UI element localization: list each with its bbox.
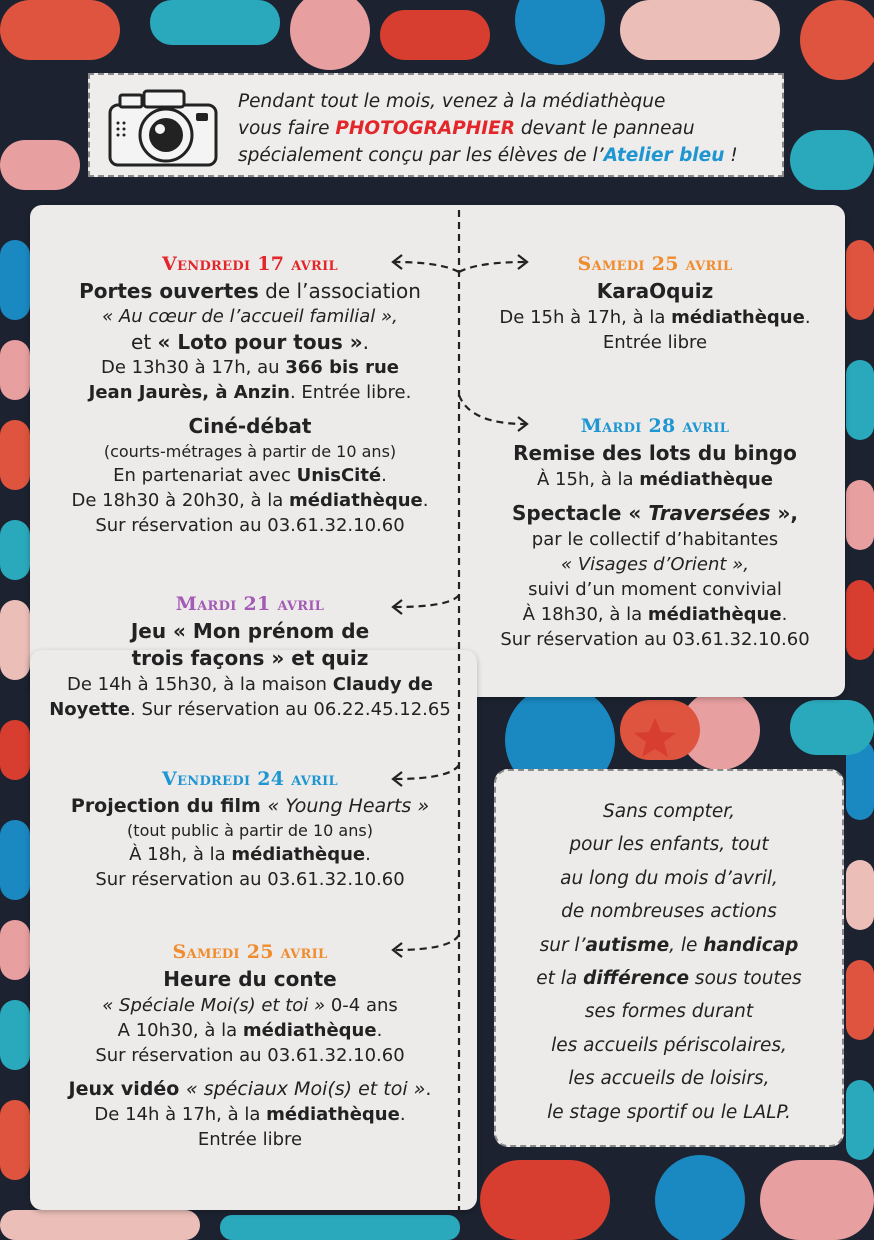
event-text: De 14h à 17h, à la — [94, 1104, 267, 1125]
banner-line-3-pre: spécialement conçu par les élèves de l’ — [238, 145, 604, 166]
event-text: suivi d’un moment convivial — [528, 579, 782, 600]
side-line: le stage sportif ou le LALP. — [547, 1101, 791, 1123]
event-reservation: . Sur réservation au 06.22.45.12.65 — [130, 699, 451, 720]
event-text: . — [365, 844, 371, 865]
event-date: Samedi 25 avril — [577, 253, 733, 275]
event-text: A 10h30, à la — [117, 1020, 243, 1041]
event-text: « Au cœur de l’accueil familial », — [102, 306, 398, 327]
event-text: (tout public à partir de 10 ans) — [127, 821, 373, 840]
event-text: . — [804, 307, 811, 328]
banner-line-2-pre: vous faire — [238, 118, 336, 139]
event-date: Vendredi 24 avril — [162, 768, 338, 790]
side-line: Sans compter, — [602, 801, 735, 822]
banner-line-1: Pendant tout le mois, venez à la médiathèque — [238, 91, 666, 112]
side-line: ses formes durant — [584, 1001, 754, 1023]
side-line: pour les enfants, tout — [569, 834, 769, 856]
event-text: Entrée libre — [197, 1129, 303, 1150]
children-actions-text — [496, 795, 842, 1129]
event-title: Spectacle « — [511, 501, 649, 525]
banner-highlight-atelier-bleu: Atelier bleu — [603, 145, 725, 166]
event-text: « Spéciale Moi(s) et toi » — [102, 995, 326, 1016]
event-text: À 15h, à la — [537, 469, 640, 490]
camera-icon — [104, 83, 222, 171]
side-line: les accueils de loisirs, — [568, 1068, 770, 1090]
event-reservation: Sur réservation au 03.61.32.10.60 — [95, 869, 405, 890]
event-text: À 18h30, à la — [522, 604, 648, 625]
event-text: . — [781, 604, 788, 625]
event-text: . — [381, 465, 387, 486]
event-samedi-25-right — [485, 250, 825, 355]
event-text: . — [376, 1020, 383, 1041]
event-film-title: « Young Hearts » — [267, 795, 430, 817]
event-text: . — [422, 490, 429, 511]
event-title: Portes ouvertes — [79, 279, 259, 303]
side-line: , le — [669, 934, 704, 956]
event-reservation: Sur réservation au 03.61.32.10.60 — [95, 1045, 405, 1066]
photo-banner — [88, 73, 784, 177]
event-text: De 13h30 à 17h, au — [100, 357, 286, 378]
event-text: . — [399, 1104, 406, 1125]
event-text: 0-4 ans — [325, 995, 398, 1016]
event-venue: médiathèque — [242, 1020, 377, 1041]
event-text: et — [131, 330, 158, 354]
event-vendredi-17 — [40, 250, 460, 538]
event-text: De 14h à 15h30, à la maison — [66, 674, 333, 695]
side-line: et la — [536, 968, 584, 990]
event-date: Vendredi 17 avril — [162, 253, 338, 275]
event-mardi-28 — [485, 412, 825, 652]
event-venue: médiathèque — [671, 307, 805, 328]
event-title: Remise des lots du bingo — [513, 441, 797, 465]
event-venue: médiathèque — [266, 1104, 400, 1125]
event-title: Heure du conte — [163, 967, 337, 991]
event-title: trois façons » et quiz — [131, 646, 369, 670]
event-reservation: Sur réservation au 03.61.32.10.60 — [500, 629, 810, 650]
side-keyword-difference: différence — [583, 968, 690, 990]
event-text: « Visages d’Orient », — [561, 554, 749, 575]
event-text: de l’association — [258, 279, 421, 303]
side-line: sous toutes — [689, 968, 802, 990]
event-title: », — [770, 501, 799, 525]
children-actions-box — [494, 769, 844, 1147]
event-text: En partenariat avec — [113, 465, 297, 486]
banner-text — [238, 88, 778, 169]
event-title: KaraOquiz — [596, 279, 714, 303]
event-text: (courts-métrages à partir de 10 ans) — [103, 442, 397, 461]
event-mardi-21 — [40, 590, 460, 722]
event-title: Projection du film — [70, 795, 268, 817]
event-venue: médiathèque — [639, 469, 773, 490]
event-date: Mardi 28 avril — [580, 415, 730, 437]
event-show-title: Traversées — [648, 501, 771, 525]
event-vendredi-24 — [40, 765, 460, 892]
event-text: . Entrée libre. — [289, 382, 412, 403]
event-text: . — [425, 1078, 432, 1100]
event-text: De 15h à 17h, à la — [499, 307, 672, 328]
side-line: sur l’ — [539, 934, 586, 956]
event-samedi-25-left — [40, 938, 460, 1152]
side-keyword-autisme: autisme — [585, 934, 670, 956]
event-text: De 18h30 à 20h30, à la — [71, 490, 290, 511]
event-title: Jeu « Mon prénom de — [130, 619, 370, 643]
event-venue: Claudy de — [332, 674, 434, 695]
event-text: Entrée libre — [602, 332, 708, 353]
event-address: Jean Jaurès, à Anzin — [88, 382, 290, 403]
side-line: au long du mois d’avril, — [560, 867, 778, 889]
side-line: les accueils périscolaires, — [551, 1034, 787, 1056]
event-date: Samedi 25 avril — [172, 941, 328, 963]
banner-line-3-post: ! — [724, 145, 738, 166]
event-venue: médiathèque — [231, 844, 366, 865]
event-title: Jeux vidéo — [68, 1078, 186, 1100]
banner-line-2-post: devant le panneau — [515, 118, 695, 139]
event-text: À 18h, à la — [129, 844, 232, 865]
event-date: Mardi 21 avril — [175, 593, 325, 615]
event-venue: Noyette — [49, 699, 130, 720]
event-reservation: Sur réservation au 03.61.32.10.60 — [95, 515, 405, 536]
side-line: de nombreuses actions — [561, 901, 777, 923]
event-text: . — [362, 330, 369, 354]
event-title: Ciné-débat — [188, 414, 312, 438]
event-address: 366 bis rue — [285, 357, 400, 378]
event-title: « Loto pour tous » — [157, 330, 363, 354]
event-text: « spéciaux Moi(s) et toi » — [185, 1078, 426, 1100]
side-keyword-handicap: handicap — [703, 934, 799, 956]
event-venue: médiathèque — [647, 604, 782, 625]
event-text: par le collectif d’habitantes — [531, 529, 779, 550]
banner-highlight-photographier: PHOTOGRAPHIER — [335, 118, 516, 139]
event-venue: médiathèque — [289, 490, 423, 511]
event-partner: UnisCité — [296, 465, 382, 486]
